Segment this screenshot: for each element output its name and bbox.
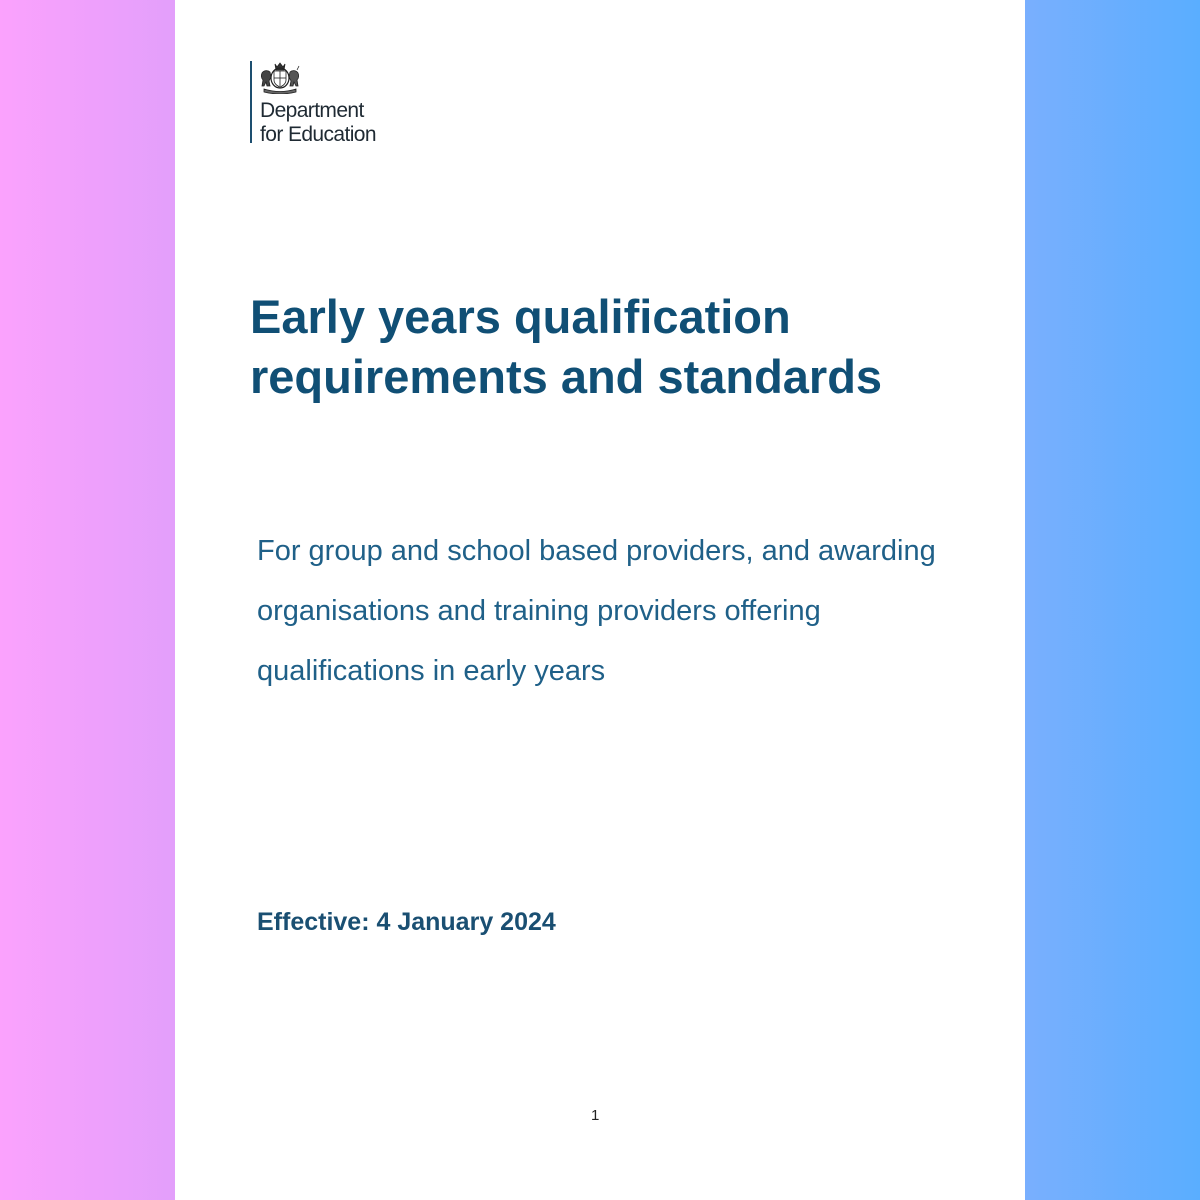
effective-date: Effective: 4 January 2024 — [257, 908, 556, 936]
page-number: 1 — [591, 1107, 600, 1124]
logo-divider — [250, 61, 252, 143]
department-logo — [250, 61, 450, 146]
document-subtitle: For group and school based providers, and awarding organisations and training providers offering qualifications in early years — [257, 535, 936, 687]
department-name-line2: for Education — [260, 123, 376, 146]
department-name-line1: Department — [260, 99, 364, 122]
royal-coat-of-arms-icon — [260, 61, 300, 94]
document-page — [175, 0, 1025, 1200]
document-title: Early years qualification requirements and standards — [250, 290, 883, 403]
department-name — [260, 99, 376, 147]
